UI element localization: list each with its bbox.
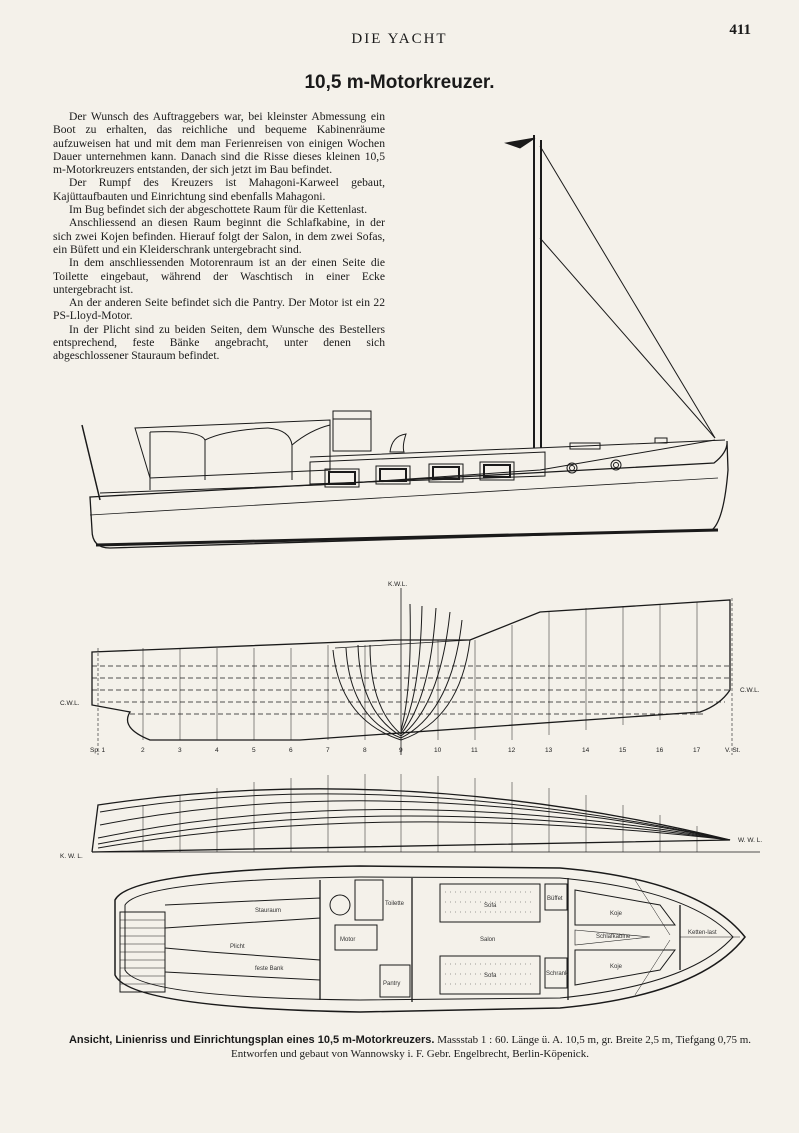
- lines-profile-drawing: [92, 588, 732, 755]
- paragraph: Im Bug befindet sich der abgeschottete Raum für die Kettenlast.: [69, 203, 368, 217]
- caption-bold: Ansicht, Linienriss und Einrichtungsplan eines 10,5 m-Motorkreuzers.: [68, 1034, 435, 1046]
- baseline-right-label: W. W. L.: [738, 837, 763, 844]
- figure-caption: [40, 1033, 780, 1061]
- baseline-left-label: K. W. L.: [60, 853, 83, 860]
- waterline-right-label: C.W.L.: [740, 687, 760, 694]
- paragraph: Der Rumpf des Kreuzers ist Mahagoni-Karweel gebaut, Kajüttaufbauten und Einrichtung sind ebenfalls Mahagoni.: [53, 176, 385, 203]
- room-label: Koje: [610, 911, 623, 917]
- room-label: Salon: [480, 937, 496, 943]
- station-label: 14: [582, 747, 590, 754]
- room-label: Ketten-last: [688, 930, 717, 936]
- room-label: Schlafkabine: [596, 934, 631, 940]
- paragraph: In dem anschliessenden Motorenraum ist an der einen Seite die Toilette eingebaut, während der Waschtisch in einer Ecke untergebracht ist.: [53, 256, 385, 296]
- paragraph: An der anderen Seite befindet sich die Pantry. Der Motor ist ein 22 PS-Lloyd-Motor.: [53, 296, 385, 323]
- waterline-left-label: C.W.L.: [60, 700, 80, 707]
- station-label: 5: [252, 747, 256, 754]
- caption-line-2: Entworfen und gebaut von Wannowsky i. F. Gebr. Engelbrecht, Berlin-Köpenick.: [231, 1048, 589, 1060]
- running-head: DIE YACHT: [351, 31, 448, 47]
- caption-specs: Massstab 1 : 60. Länge ü. A. 10,5 m, gr. Breite 2,5 m, Tiefgang 0,75 m.: [437, 1034, 752, 1046]
- half-breadth-drawing: [92, 774, 763, 852]
- station-label: Sp. 1: [90, 747, 106, 754]
- room-label: Büffet: [547, 896, 563, 902]
- station-label: 2: [141, 747, 145, 754]
- room-label: Pantry: [383, 981, 401, 987]
- side-elevation-drawing: [82, 135, 728, 548]
- room-label: Stauraum: [255, 908, 282, 914]
- station-label: 15: [619, 747, 627, 754]
- room-label: Sofa: [484, 903, 497, 909]
- room-label: Schrank: [546, 971, 569, 977]
- lines-plan-labels: [60, 581, 762, 860]
- station-label: 17: [693, 747, 701, 754]
- station-label: 3: [178, 747, 182, 754]
- station-label: V. St.: [725, 747, 741, 754]
- station-label: 16: [656, 747, 664, 754]
- article-title: 10,5 m-Motorkreuzer.: [304, 72, 495, 93]
- station-label: 10: [434, 747, 442, 754]
- deck-plan-drawing: [115, 866, 745, 1012]
- station-label: 6: [289, 747, 293, 754]
- station-label: 12: [508, 747, 516, 754]
- paragraph: Anschliessend an diesen Raum beginnt die Schlafkabine, in der sich zwei Kojen befinden. Hierauf folgt der Salon, in dem zwei Sofas, ein Büfett und ein Kleiderschrank untergebracht sind.: [53, 216, 385, 256]
- room-label: Plicht: [230, 944, 245, 950]
- station-label: 7: [326, 747, 330, 754]
- station-label: 13: [545, 747, 553, 754]
- station-label: 9: [399, 747, 403, 754]
- station-label: 4: [215, 747, 219, 754]
- station-label: 8: [363, 747, 367, 754]
- paragraph: Der Wunsch des Auftraggebers war, bei kleinster Abmessung ein Boot zu erhalten, das reichliche und bequeme Kabinenräume aufzuweisen hat und mit dem man Ferienreisen von einigen Wochen Dauer unternehmen kann. Danach sind die Risse dieses kleinen 10,5 m-Motorkreuzers entstanden, der sich jetzt im Bau befindet.: [53, 110, 385, 177]
- section-label: K.W.L.: [388, 581, 408, 588]
- page-number: 411: [729, 22, 751, 38]
- paragraph: In der Plicht sind zu beiden Seiten, dem Wunsche des Bestellers entsprechend, feste Bänke angebracht, unter denen sich abgeschlossener Stauraum befindet.: [53, 322, 385, 363]
- room-label: Koje: [610, 964, 623, 970]
- room-label: Motor: [340, 937, 356, 943]
- station-label: 11: [471, 747, 478, 754]
- room-label: Toilette: [385, 901, 405, 907]
- room-label: Sofa: [484, 973, 497, 979]
- room-label: feste Bank: [255, 966, 284, 972]
- deck-plan-labels: [230, 896, 717, 987]
- caption-line-1: [40, 1033, 780, 1047]
